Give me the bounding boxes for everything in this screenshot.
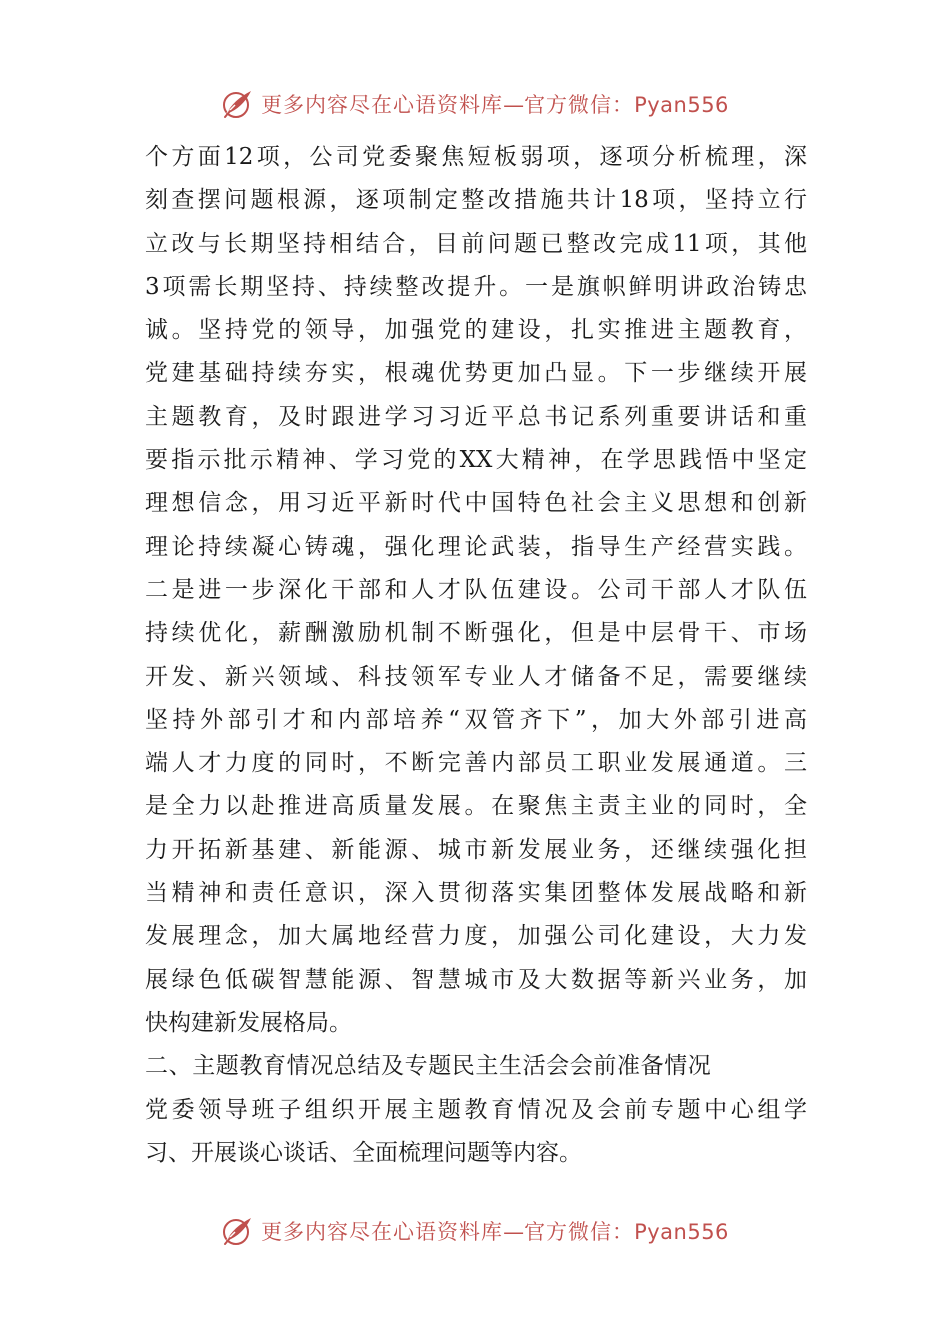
body-line: 3项需长期坚持、持续整改提升。一是旗帜鲜明讲政治铸忠 — [145, 273, 807, 300]
body-line: 当精神和责任意识，深入贯彻落实集团整体发展战略和新 — [145, 880, 807, 907]
body-line: 力开拓新基建、新能源、城市新发展业务，还继续强化担 — [145, 836, 807, 863]
section-line: 习、开展谈心谈话、全面梳理问题等内容。 — [145, 1139, 582, 1166]
section-heading: 二、主题教育情况总结及专题民主生活会会前准备情况 — [145, 1053, 712, 1080]
body-line: 是全力以赴推进高质量发展。在聚焦主责主业的同时，全 — [145, 793, 807, 820]
body-line: 刻查摆问题根源，逐项制定整改措施共计18项，坚持立行 — [145, 187, 807, 214]
section-line: 党委领导班子组织开展主题教育情况及会前专题中心组学 — [145, 1096, 807, 1123]
body-line: 诚。坚持党的领导，加强党的建设，扎实推进主题教育， — [145, 317, 807, 344]
body-line: 快构建新发展格局。 — [145, 1009, 352, 1036]
body-line: 坚持外部引才和内部培养“双管齐下”，加大外部引进高 — [145, 706, 807, 733]
body-line: 展绿色低碳智慧能源、智慧城市及大数据等新兴业务，加 — [145, 966, 807, 993]
quill-pen-logo-icon — [221, 1214, 255, 1248]
body-line: 二是进一步深化干部和人才队伍建设。公司干部人才队伍 — [145, 576, 807, 603]
watermark-text: 更多内容尽在心语资料库—官方微信：Pyan556 — [261, 93, 729, 117]
body-line: 要指示批示精神、学习党的XX大精神，在学思践悟中坚定 — [145, 447, 807, 474]
body-line: 理想信念，用习近平新时代中国特色社会主义思想和创新 — [145, 490, 807, 517]
watermark-text: 更多内容尽在心语资料库—官方微信：Pyan556 — [261, 1220, 729, 1244]
body-line: 发展理念，加大属地经营力度，加强公司化建设，大力发 — [145, 923, 807, 950]
body-line: 理论持续凝心铸魂，强化理论武装，指导生产经营实践。 — [145, 533, 807, 560]
body-line: 立改与长期坚持相结合，目前问题已整改完成11项，其他 — [145, 230, 807, 257]
header-watermark — [0, 84, 950, 124]
body-line: 持续优化，薪酬激励机制不断强化，但是中层骨干、市场 — [145, 620, 807, 647]
quill-pen-logo-icon — [221, 87, 255, 121]
body-line: 端人才力度的同时，不断完善内部员工职业发展通道。三 — [145, 750, 807, 777]
document-body — [145, 136, 807, 1175]
body-line: 个方面12项，公司党委聚焦短板弱项，逐项分析梳理，深 — [145, 144, 807, 170]
body-line: 主题教育，及时跟进学习习近平总书记系列重要讲话和重 — [145, 403, 807, 430]
body-line: 开发、新兴领域、科技领军专业人才储备不足，需要继续 — [145, 663, 807, 690]
footer-watermark — [0, 1211, 950, 1251]
body-line: 党建基础持续夯实，根魂优势更加凸显。下一步继续开展 — [145, 360, 807, 387]
